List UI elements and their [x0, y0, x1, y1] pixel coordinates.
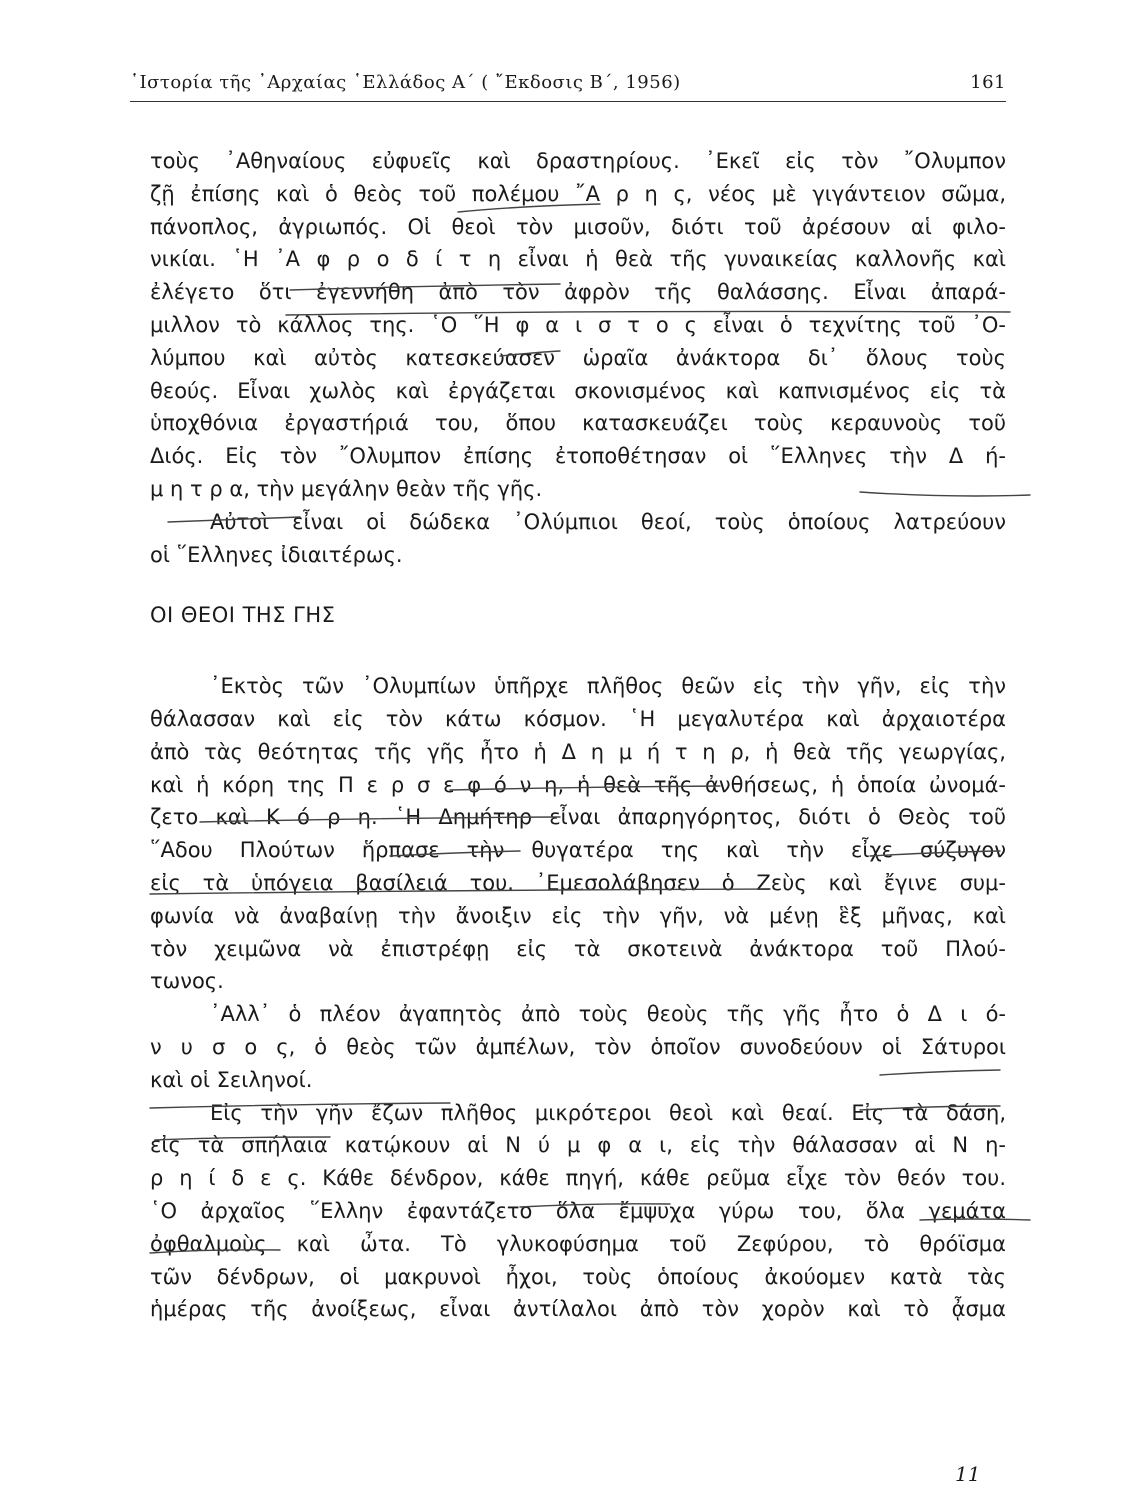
- text-line: καὶ οἱ Σειληνοί.: [150, 1067, 313, 1092]
- text-line: τοὺς ᾿Αθηναίους εὐφυεῖς καὶ δραστηρίους. ᾿Εκεῖ εἰς τὸν ῎Ολυμπον: [150, 149, 1006, 173]
- page-number: 161: [970, 72, 1006, 93]
- section-heading: ΟΙ ΘΕΟΙ ΤΗΣ ΓΗΣ: [150, 603, 336, 628]
- text-line: οἱ ῞Ελληνες ἰδιαιτέρως.: [150, 542, 403, 567]
- text-line: ῞Αδου Πλούτων ἥρπασε τὴν θυγατέρα της καὶ τὴν εἶχε σύζυγον: [150, 838, 1006, 863]
- text-line: Διός. Εἰς τὸν ῎Ολυμπον ἐπίσης ἐτοποθέτησαν οἱ ῞Ελληνες τὴν Δ ή-: [150, 444, 1006, 469]
- header-title: ῾Ιστορία τῆς ᾿Αρχαίας ῾Ελλάδος Α΄ ( ῎Εκδοσις Β΄, 1956): [130, 72, 681, 93]
- text-line: θεούς. Εἶναι χωλὸς καὶ ἐργάζεται σκονισμένος καὶ καπνισμένος εἰς τὰ: [150, 378, 1006, 403]
- text-line: φωνία νὰ ἀναβαίνῃ τὴν ἄνοιξιν εἰς τὴν γῆν, νὰ μένῃ ἓξ μῆνας, καὶ: [150, 903, 1006, 928]
- text-line: εἰς τὰ ὑπόγεια βασίλειά του. ᾿Εμεσολάβησεν ὁ Ζεὺς καὶ ἔγινε συμ-: [150, 870, 1006, 895]
- text-line: τῶν δένδρων, οἱ μακρυνοὶ ἦχοι, τοὺς ὁποίους ἀκούομεν κατὰ τὰς: [150, 1264, 1006, 1289]
- text-line: λύμπου καὶ αὐτὸς κατεσκεύασεν ὡραῖα ἀνάκτορα δι᾿ ὅλους τοὺς: [150, 345, 1006, 370]
- text-line: θάλασσαν καὶ εἰς τὸν κάτω κόσμον. ῾Η μεγαλυτέρα καὶ ἀρχαιοτέρα: [150, 706, 1006, 731]
- body-text: [150, 145, 1006, 1326]
- text-line: ὑποχθόνια ἐργαστήριά του, ὅπου κατασκευάζει τοὺς κεραυνοὺς τοῦ: [150, 411, 1006, 436]
- signature-number: 11: [955, 1462, 981, 1486]
- text-line: ν υ σ ο ς, ὁ θεὸς τῶν ἀμπέλων, τὸν ὁποῖον συνοδεύουν οἱ Σάτυροι: [150, 1034, 1006, 1059]
- text-line: ρ η ί δ ε ς. Κάθε δένδρον, κάθε πηγή, κάθε ρεῦμα εἶχε τὸν θεόν του.: [150, 1166, 1006, 1191]
- text-line: εἰς τὰ σπήλαια κατῴκουν αἱ Ν ύ μ φ α ι, εἰς τὴν θάλασσαν αἱ Ν η-: [150, 1133, 1006, 1158]
- text-line: καὶ ἡ κόρη της Π ε ρ σ ε φ ό ν η, ἡ θεὰ τῆς ἀνθήσεως, ἡ ὁποία ὠνομά-: [150, 772, 1006, 797]
- text-line: ᾿Αλλ᾿ ὁ πλέον ἀγαπητὸς ἀπὸ τοὺς θεοὺς τῆς γῆς ἦτο ὁ Δ ι ό-: [210, 1002, 1006, 1027]
- text-line: τωνος.: [150, 969, 224, 994]
- text-line: Αὐτοὶ εἶναι οἱ δώδεκα ᾿Ολύμπιοι θεοί, τοὺς ὁποίους λατρεύουν: [210, 509, 1006, 534]
- text-line: ῾Ο ἀρχαῖος ῞Ελλην ἐφαντάζετο ὅλα ἔμψυχα γύρω του, ὅλα γεμάτα: [150, 1198, 1006, 1223]
- text-line: τὸν χειμῶνα νὰ ἐπιστρέφῃ εἰς τὰ σκοτεινὰ ἀνάκτορα τοῦ Πλού-: [150, 936, 1006, 961]
- text-line: ἐλέγετο ὅτι ἐγεννήθη ἀπὸ τὸν ἀφρὸν τῆς θαλάσσης. Εἶναι ἀπαρά-: [150, 280, 1006, 305]
- text-line: μ η τ ρ α, τὴν μεγάλην θεὰν τῆς γῆς.: [150, 476, 543, 501]
- text-line: πάνοπλος, ἀγριωπός. Οἱ θεοὶ τὸν μισοῦν, διότι τοῦ ἀρέσουν αἱ φιλο-: [150, 214, 1006, 239]
- text-line: ζετο καὶ Κ ό ρ η. ῾Η Δημήτηρ εἶναι ἀπαρηγόρητος, διότι ὁ Θεὸς τοῦ: [150, 805, 1006, 830]
- running-header: [130, 72, 1006, 102]
- text-line: Εἰς τὴν γῆν ἔζων πλῆθος μικρότεροι θεοὶ καὶ θεαί. Εἰς τὰ δάση,: [210, 1100, 1006, 1125]
- text-line: ᾿Εκτὸς τῶν ᾿Ολυμπίων ὑπῆρχε πλῆθος θεῶν εἰς τὴν γῆν, εἰς τὴν: [210, 674, 1006, 699]
- text-line: ἀπὸ τὰς θεότητας τῆς γῆς ἦτο ἡ Δ η μ ή τ η ρ, ἡ θεὰ τῆς γεωργίας,: [150, 739, 1006, 764]
- text-line: ὀφθαλμοὺς καὶ ὦτα. Τὸ γλυκοφύσημα τοῦ Ζεφύρου, τὸ θρόϊσμα: [150, 1231, 1006, 1256]
- text-line: ζῇ ἐπίσης καὶ ὁ θεὸς τοῦ πολέμου ῎Α ρ η ς, νέος μὲ γιγάντειον σῶμα,: [150, 181, 1006, 206]
- text-line: μιλλον τὸ κάλλος της. ῾Ο ῞Η φ α ι σ τ ο ς εἶναι ὁ τεχνίτης τοῦ ᾿Ο-: [150, 312, 1006, 337]
- text-line: ἡμέρας τῆς ἀνοίξεως, εἶναι ἀντίλαλοι ἀπὸ τὸν χορὸν καὶ τὸ ᾆσμα: [150, 1297, 1006, 1322]
- text-line: νικίαι. ῾Η ᾿Α φ ρ ο δ ί τ η εἶναι ἡ θεὰ τῆς γυναικείας καλλονῆς καὶ: [150, 247, 1006, 272]
